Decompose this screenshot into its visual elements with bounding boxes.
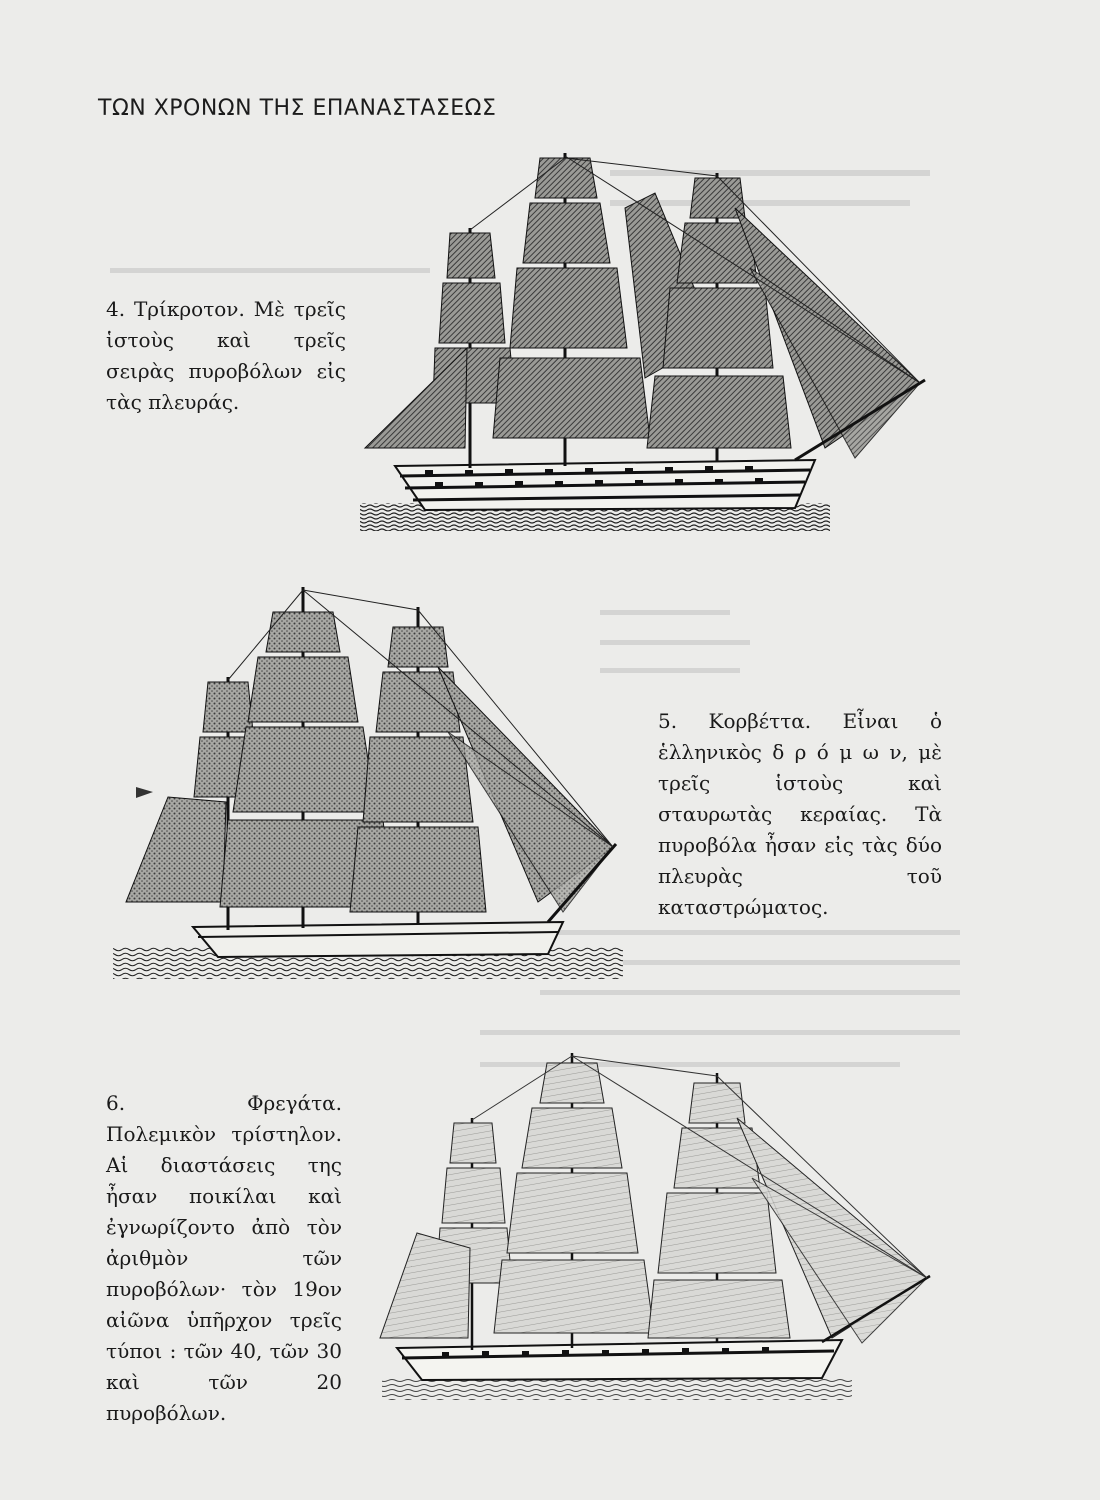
- frigate-ship-engraving: [372, 1048, 942, 1408]
- caption-text: 4. Τρίκροτον. Μὲ τρεῖς ἱστοὺς καὶ τρεῖς σειρὰς πυροβόλων εἰς τὰς πλευράς.: [106, 297, 346, 414]
- three-decker-ship-engraving: [355, 148, 945, 548]
- caption-text: 5. Κορβέττα. Εἶναι ὁ ἑλληνικὸς δ ρ ό μ ω ν, μὲ τρεῖς ἱστοὺς καὶ σταυρωτὰς κεραίας. Τὰ πυροβόλα ἦσαν εἰς τὰς δύο πλευρὰς τοῦ καταστρώματος.: [658, 709, 942, 919]
- corvette-ship-engraving: [108, 582, 628, 1002]
- figure-4-caption: [106, 294, 346, 418]
- figure-5-caption: [658, 706, 942, 923]
- caption-text: 6. Φρεγάτα. Πολεμικὸν τρίστηλον. Αἱ διαστάσεις της ἦσαν ποικίλαι καὶ ἐγνωρίζοντο ἀπὸ τὸν ἀριθμὸν τῶν πυροβόλων· τὸν 19ον αἰῶνα ὑπῆρχον τρεῖς τύποι : τῶν 40, τῶν 30 καὶ τῶν 20 πυροβόλων.: [106, 1091, 342, 1425]
- page-header: ΤΩΝ ΧΡΟΝΩΝ ΤΗΣ ΕΠΑΝΑΣΤΑΣΕΩΣ: [98, 96, 497, 121]
- figure-6-caption: [106, 1088, 342, 1429]
